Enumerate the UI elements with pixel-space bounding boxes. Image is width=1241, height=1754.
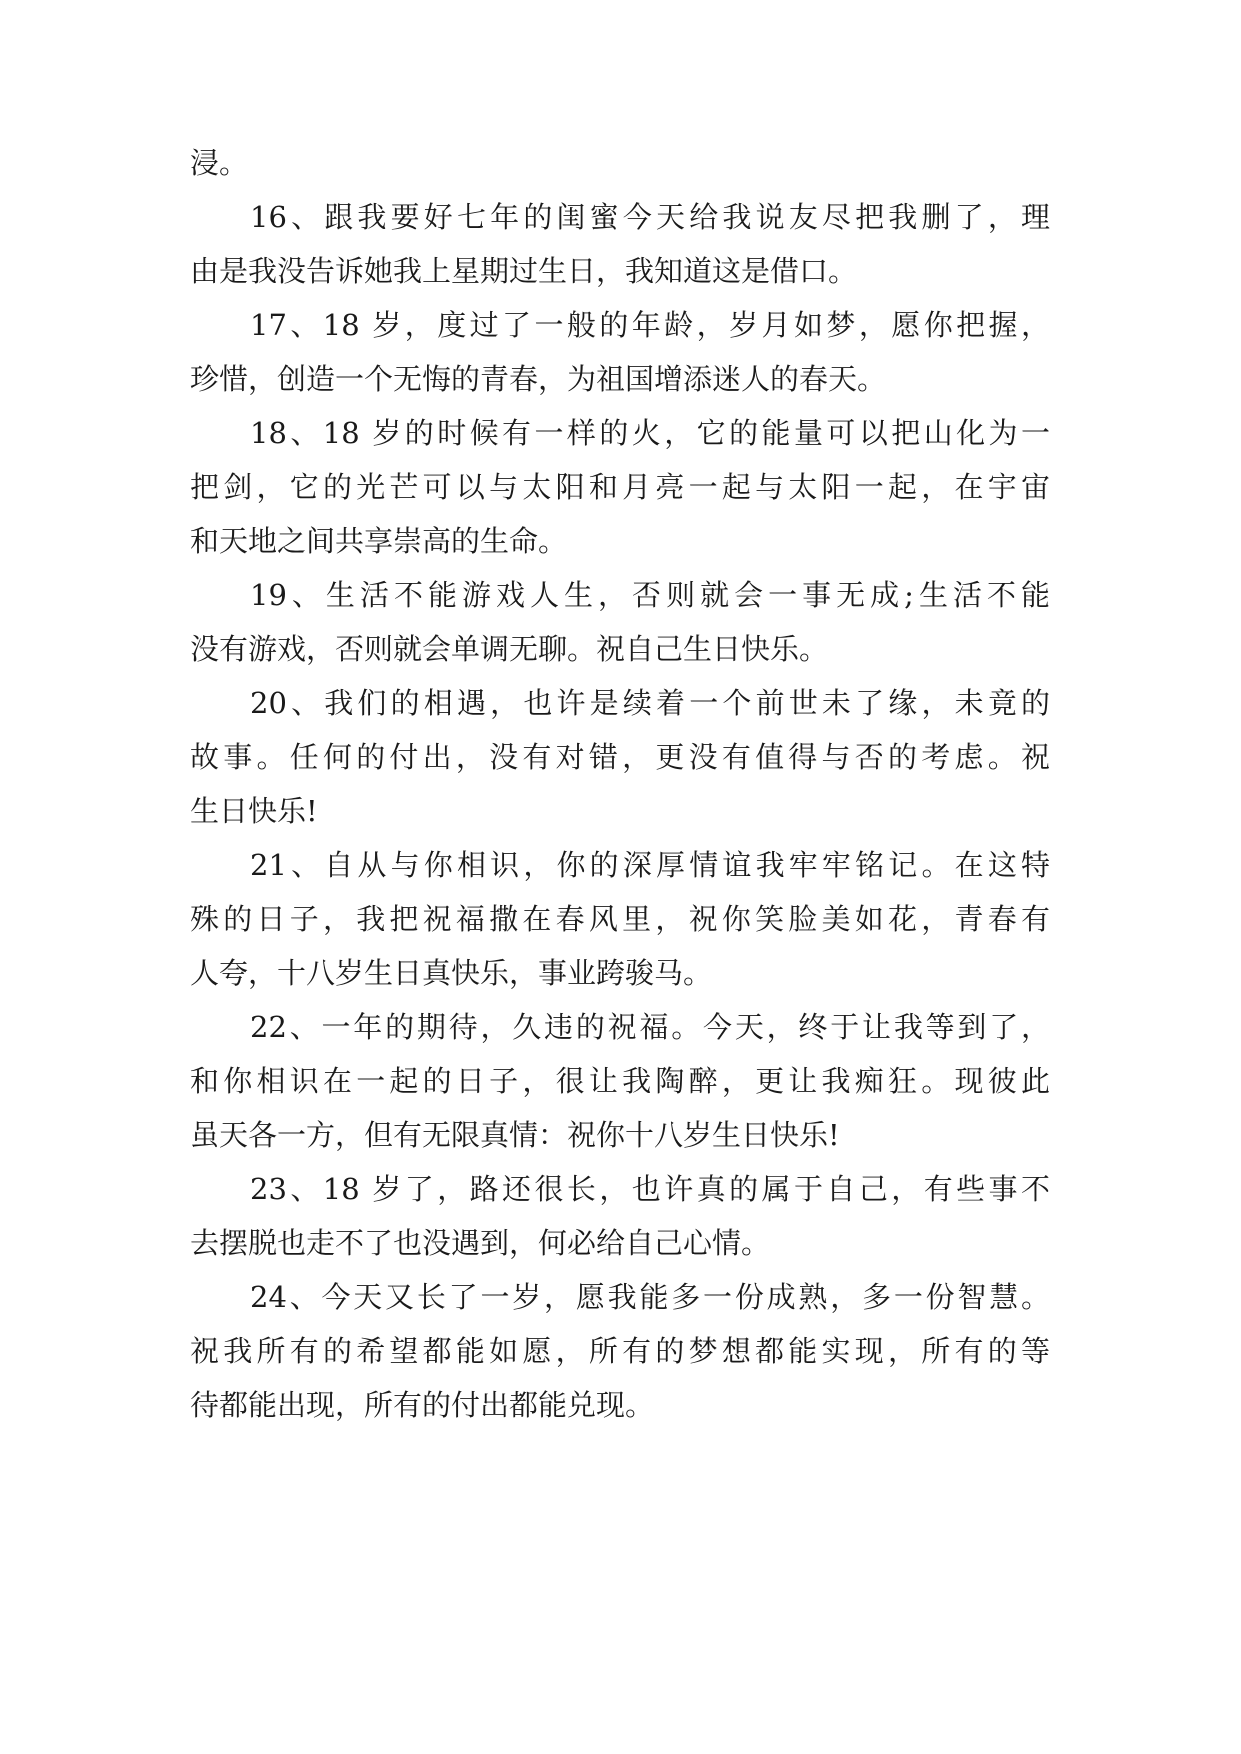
paragraph-17-line-2: 珍惜，创造一个无悔的青春，为祖国增添迷人的春天。 [190,362,887,396]
paragraph-20-line-1: 20、我们的相遇，也许是续着一个前世未了缘，未竟的 [250,686,1050,720]
paragraph-22-line-3: 虽天各一方，但有无限真情：祝你十八岁生日快乐! [190,1118,840,1152]
paragraph-20-line-3: 生日快乐! [190,794,318,828]
paragraph-21-line-2: 殊的日子，我把祝福撒在春风里，祝你笑脸美如花，青春有 [190,902,1050,936]
paragraph-24-line-2: 祝我所有的希望都能如愿，所有的梦想都能实现，所有的等 [190,1334,1050,1368]
paragraph-16-line-1: 16、跟我要好七年的闺蜜今天给我说友尽把我删了，理 [250,200,1050,234]
paragraph-18-line-1: 18、18 岁的时候有一样的火，它的能量可以把山化为一 [250,416,1050,450]
paragraph-19-line-2: 没有游戏，否则就会单调无聊。祝自己生日快乐。 [190,632,829,666]
paragraph-21-line-1: 21、自从与你相识，你的深厚情谊我牢牢铭记。在这特 [250,848,1050,882]
paragraph-18-line-3: 和天地之间共享崇高的生命。 [190,524,568,558]
paragraph-22-line-2: 和你相识在一起的日子，很让我陶醉，更让我痴狂。现彼此 [190,1064,1050,1098]
paragraph-22-line-1: 22、一年的期待，久违的祝福。今天，终于让我等到了， [250,1010,1050,1044]
paragraph-20-line-2: 故事。任何的付出，没有对错，更没有值得与否的考虑。祝 [190,740,1050,774]
paragraph-19-line-1: 19、生活不能游戏人生，否则就会一事无成;生活不能 [250,578,1050,612]
paragraph-23-line-1: 23、18 岁了，路还很长，也许真的属于自己，有些事不 [250,1172,1050,1206]
paragraph-23-line-2: 去摆脱也走不了也没遇到，何必给自己心情。 [190,1226,771,1260]
paragraph-24-line-3: 待都能出现，所有的付出都能兑现。 [190,1388,655,1422]
paragraph-17-line-1: 17、18 岁，度过了一般的年龄，岁月如梦，愿你把握， [250,308,1050,342]
text-line: 浸。 [190,146,249,180]
paragraph-18-line-2: 把剑，它的光芒可以与太阳和月亮一起与太阳一起，在宇宙 [190,470,1050,504]
paragraph-21-line-3: 人夸，十八岁生日真快乐，事业跨骏马。 [190,956,713,990]
paragraph-24-line-1: 24、今天又长了一岁，愿我能多一份成熟，多一份智慧。 [250,1280,1050,1314]
paragraph-16-line-2: 由是我没告诉她我上星期过生日，我知道这是借口。 [190,254,858,288]
